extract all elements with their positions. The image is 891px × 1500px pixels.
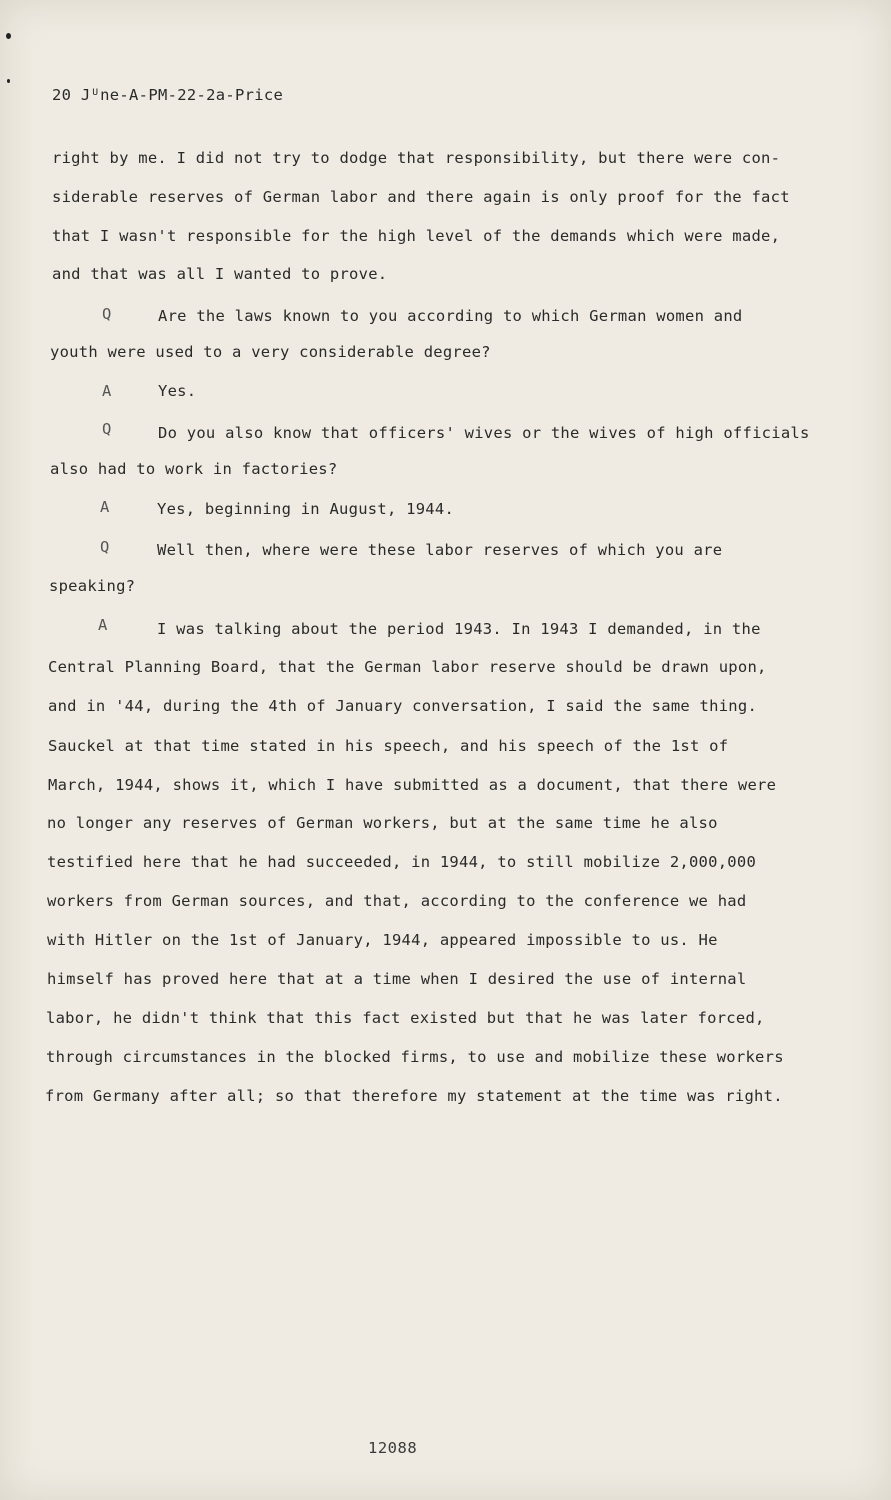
text-line: workers from German sources, and that, according to the conference we had <box>47 892 747 910</box>
text-line: through circumstances in the blocked firms, to use and mobilize these workers <box>46 1048 784 1066</box>
text-line: Are the laws known to you according to which German women and <box>158 307 743 325</box>
text-line: himself has proved here that at a time when I desired the use of internal <box>47 970 747 988</box>
qa-letter: Q <box>100 538 110 556</box>
text-line: labor, he didn't think that this fact existed but that he was later forced, <box>46 1009 765 1027</box>
margin-mark <box>7 79 10 83</box>
text-line: speaking? <box>49 577 136 595</box>
text-line: Sauckel at that time stated in his speech, and his speech of the 1st of <box>48 737 729 755</box>
text-line: Well then, where were these labor reserves of which you are <box>157 541 723 559</box>
text-line: siderable reserves of German labor and there again is only proof for the fact <box>52 188 790 206</box>
text-line: that I wasn't responsible for the high level of the demands which were made, <box>52 227 781 245</box>
text-line: right by me. I did not try to dodge that responsibility, but there were con- <box>52 149 781 167</box>
text-line: youth were used to a very considerable degree? <box>50 343 491 361</box>
text-line: from Germany after all; so that therefore my statement at the time was right. <box>45 1087 783 1105</box>
text-line: and that was all I wanted to prove. <box>52 265 388 283</box>
text-line: I was talking about the period 1943. In 1943 I demanded, in the <box>157 620 761 638</box>
qa-letter: A <box>98 616 108 634</box>
text-line: with Hitler on the 1st of January, 1944, appeared impossible to us. He <box>47 931 718 949</box>
page-header: 20 Jᵁne-A-PM-22-2a-Price <box>52 86 284 104</box>
text-line: Yes, beginning in August, 1944. <box>157 500 455 518</box>
text-line: Do you also know that officers' wives or the wives of high officials <box>158 424 810 442</box>
qa-letter: A <box>102 382 112 400</box>
text-line: testified here that he had succeeded, in 1944, to still mobilize 2,000,000 <box>47 853 757 871</box>
text-line: Central Planning Board, that the German labor reserve should be drawn upon, <box>48 658 767 676</box>
qa-letter: Q <box>102 420 112 438</box>
qa-letter: Q <box>102 305 112 323</box>
page-number: 12088 <box>368 1439 418 1457</box>
margin-mark <box>6 33 11 39</box>
text-line: and in '44, during the 4th of January conversation, I said the same thing. <box>48 697 758 715</box>
text-line: also had to work in factories? <box>50 460 338 478</box>
text-line: March, 1944, shows it, which I have submitted as a document, that there were <box>48 776 777 794</box>
text-line: no longer any reserves of German workers, but at the same time he also <box>47 814 718 832</box>
qa-letter: A <box>100 498 110 516</box>
text-line: Yes. <box>158 382 197 400</box>
